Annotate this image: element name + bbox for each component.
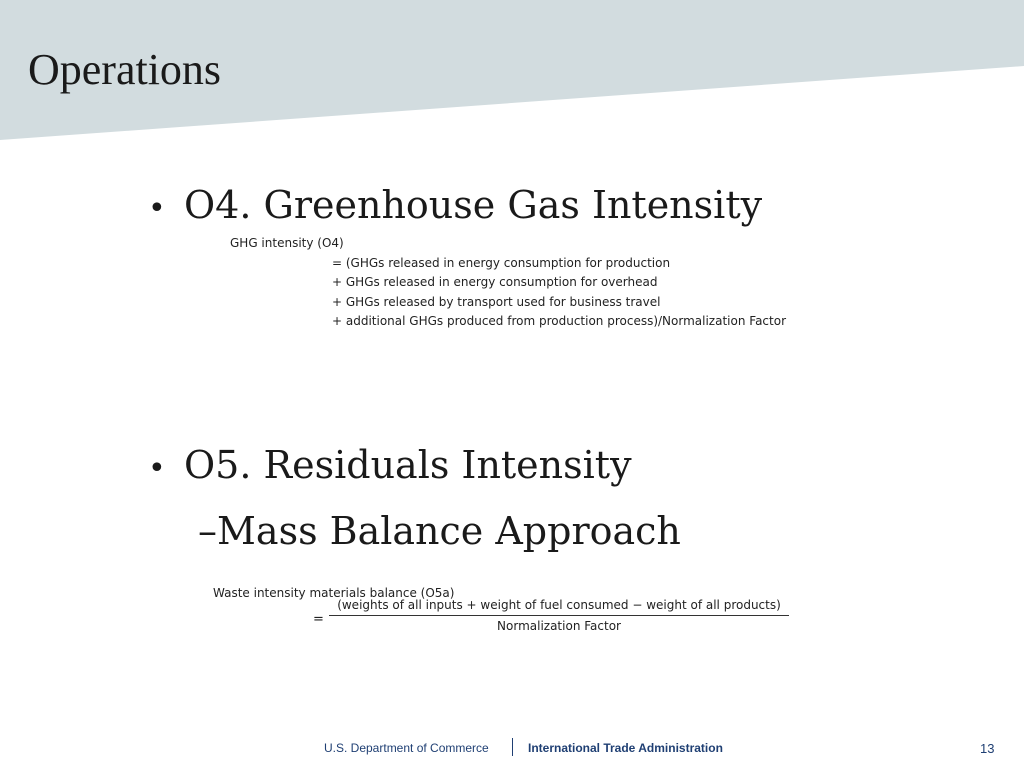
bullet-dot: •: [148, 451, 166, 486]
waste-formula-fraction: [329, 598, 789, 633]
footer-agency: International Trade Administration: [528, 741, 723, 755]
footer: [0, 736, 1024, 764]
sub-bullet-mass-balance: –Mass Balance Approach: [198, 509, 681, 553]
ghg-formula-line-2: + GHGs released in energy consumption for overhead: [332, 275, 658, 289]
bullet-o4: [148, 182, 762, 232]
bullet-o5-label: O5. Residuals Intensity: [184, 443, 632, 487]
waste-formula-equals: =: [313, 612, 324, 627]
ghg-intensity-formula: [230, 234, 786, 332]
bullet-dot: •: [148, 191, 166, 226]
ghg-formula-line-4: + additional GHGs produced from production process)/Normalization Factor: [332, 314, 786, 328]
bullet-o5: [148, 442, 632, 492]
waste-formula-denominator: Normalization Factor: [497, 619, 621, 633]
slide-title: Operations: [28, 45, 222, 94]
ghg-formula-heading: GHG intensity (O4): [230, 236, 344, 250]
ghg-formula-line-3: + GHGs released by transport used for business travel: [332, 294, 661, 309]
page-number: 13: [980, 741, 995, 756]
waste-formula-numerator: (weights of all inputs + weight of fuel consumed − weight of all products): [329, 598, 789, 616]
footer-department: U.S. Department of Commerce: [324, 741, 489, 755]
waste-formula-heading: Waste intensity materials balance (O5a): [213, 586, 455, 600]
ghg-formula-line-1: = (GHGs released in energy consumption for production: [332, 255, 671, 270]
waste-intensity-formula: [213, 586, 813, 646]
footer-separator: [512, 738, 513, 756]
bullet-o4-label: O4. Greenhouse Gas Intensity: [184, 183, 763, 227]
